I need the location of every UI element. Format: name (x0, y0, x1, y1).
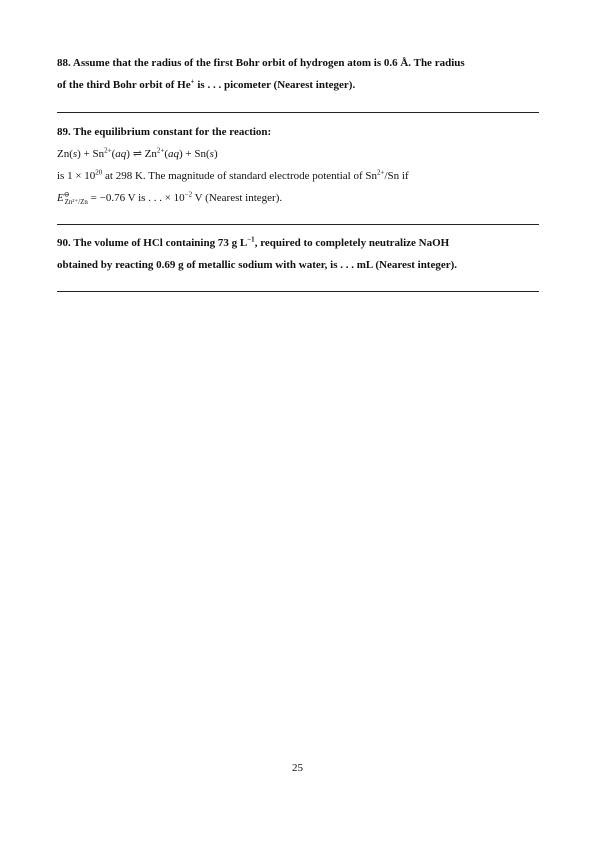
reaction-state: s (72, 148, 78, 160)
question-89-line-3 (57, 165, 539, 187)
question-88 (57, 52, 539, 96)
reaction-state: s (209, 148, 214, 160)
reaction-text: ) + Sn( (179, 148, 210, 160)
reaction-text: ) ⇌ Zn (126, 148, 157, 160)
question-89-heading (57, 121, 539, 143)
charge-superscript: 2+ (377, 168, 385, 177)
reaction-text: ) + Sn (77, 148, 105, 160)
question-text: The equilibrium constant for the reaction: (73, 126, 272, 138)
question-text: at 298 K. The magnitude of standard electrode potential of Sn (102, 170, 378, 182)
reaction-text: ( (164, 148, 169, 160)
reaction-text: Zn( (57, 148, 73, 160)
question-text: Assume that the radius of the first Bohr orbit of hydrogen atom is 0.6 Å. The radius (72, 57, 465, 69)
question-number: 88. (57, 57, 71, 69)
question-number: 89. (57, 126, 71, 138)
question-text: is 1 × 10 (57, 170, 96, 182)
exponent: −2 (184, 190, 193, 199)
electrode-subscript: Zn²⁺/Zn (64, 198, 88, 207)
question-text: of the third Bohr orbit of He (57, 79, 191, 91)
question-90-line-1 (57, 232, 539, 254)
question-88-line-2 (57, 74, 539, 96)
question-text: V (Nearest integer). (192, 192, 283, 204)
exponent: −1 (247, 235, 255, 244)
question-90-line-2 (57, 254, 539, 276)
question-89-line-4 (57, 187, 539, 209)
question-number: 90. (57, 237, 71, 249)
reaction-text: ) (213, 148, 218, 160)
question-90 (57, 232, 539, 276)
section-divider (57, 291, 539, 292)
charge-superscript: 2+ (104, 146, 112, 155)
potential-symbol: E (57, 192, 64, 204)
exponent: 20 (95, 168, 103, 177)
reaction-state: aq (115, 148, 127, 160)
reaction-text: ( (111, 148, 116, 160)
question-text: obtained by reacting 0.69 g of metallic sodium with water, is . . . mL (Nearest integer). (57, 259, 458, 271)
question-text: = −0.76 V is . . . × 10 (87, 192, 185, 204)
reaction-state: aq (168, 148, 180, 160)
section-divider (57, 112, 539, 113)
charge-superscript: + (190, 77, 195, 86)
reaction-equation (57, 143, 539, 165)
question-text: , required to completely neutralize NaOH (254, 237, 450, 249)
page-number: 25 (292, 762, 303, 774)
question-text: The volume of HCl containing 73 g L (73, 237, 248, 249)
question-88-line-1 (57, 52, 539, 74)
question-text: /Sn if (384, 170, 409, 182)
question-text: is . . . picometer (Nearest integer). (194, 79, 356, 91)
question-89 (57, 121, 539, 209)
charge-superscript: 2+ (156, 146, 165, 155)
standard-state-symbol: ⊖ (63, 190, 70, 199)
section-divider (57, 224, 539, 225)
